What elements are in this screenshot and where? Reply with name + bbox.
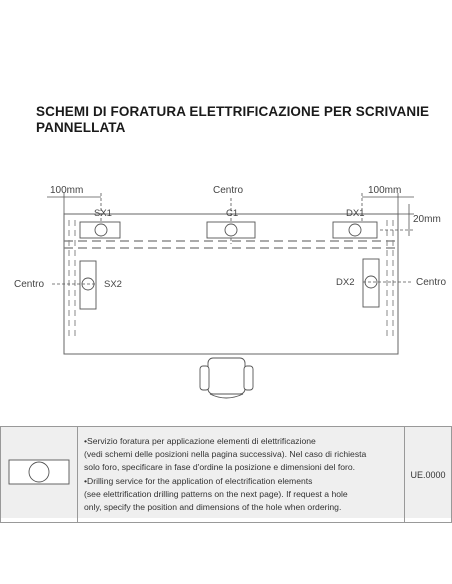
spec-line: (see elettrification drilling patterns on the next page). If request a hole: [84, 488, 348, 499]
product-code: UE.0000: [405, 427, 452, 523]
chair-icon: [200, 358, 253, 398]
spec-description: [78, 427, 405, 523]
spec-table: [0, 426, 452, 523]
dim-side-label: 20mm: [413, 214, 441, 225]
centro-top-label: Centro: [213, 185, 244, 196]
spec-icon-cell: [1, 427, 78, 523]
centro-right-label: Centro: [416, 277, 447, 288]
title-line-1: SCHEMI DI FORATURA ELETTRIFICAZIONE PER SCRIVANIE: [36, 104, 430, 119]
spec-line: only, specify the position and dimensions of the hole when ordering.: [84, 501, 342, 512]
label-sx2: SX2: [104, 279, 122, 290]
label-dx2: DX2: [336, 277, 355, 288]
label-sx1: SX1: [94, 208, 112, 219]
label-c1: C1: [226, 208, 239, 219]
hole-slot-icon: [1, 427, 77, 517]
spec-line: •Servizio foratura per applicazione elementi di elettrificazione: [84, 435, 316, 446]
dim-right-label: 100mm: [368, 185, 402, 196]
spec-line: solo foro, specificare in fase d'ordine la posizione e dimensioni del foro.: [84, 462, 356, 473]
centro-left-label: Centro: [14, 279, 45, 290]
spec-line: (vedi schemi delle posizioni nella pagina successiva). Nel caso di richiesta: [84, 449, 367, 460]
label-dx1: DX1: [346, 208, 365, 219]
spec-line: •Drilling service for the application of electrification elements: [84, 475, 313, 486]
title-line-2: PANNELLATA: [36, 120, 126, 135]
dim-left-label: 100mm: [50, 185, 84, 196]
